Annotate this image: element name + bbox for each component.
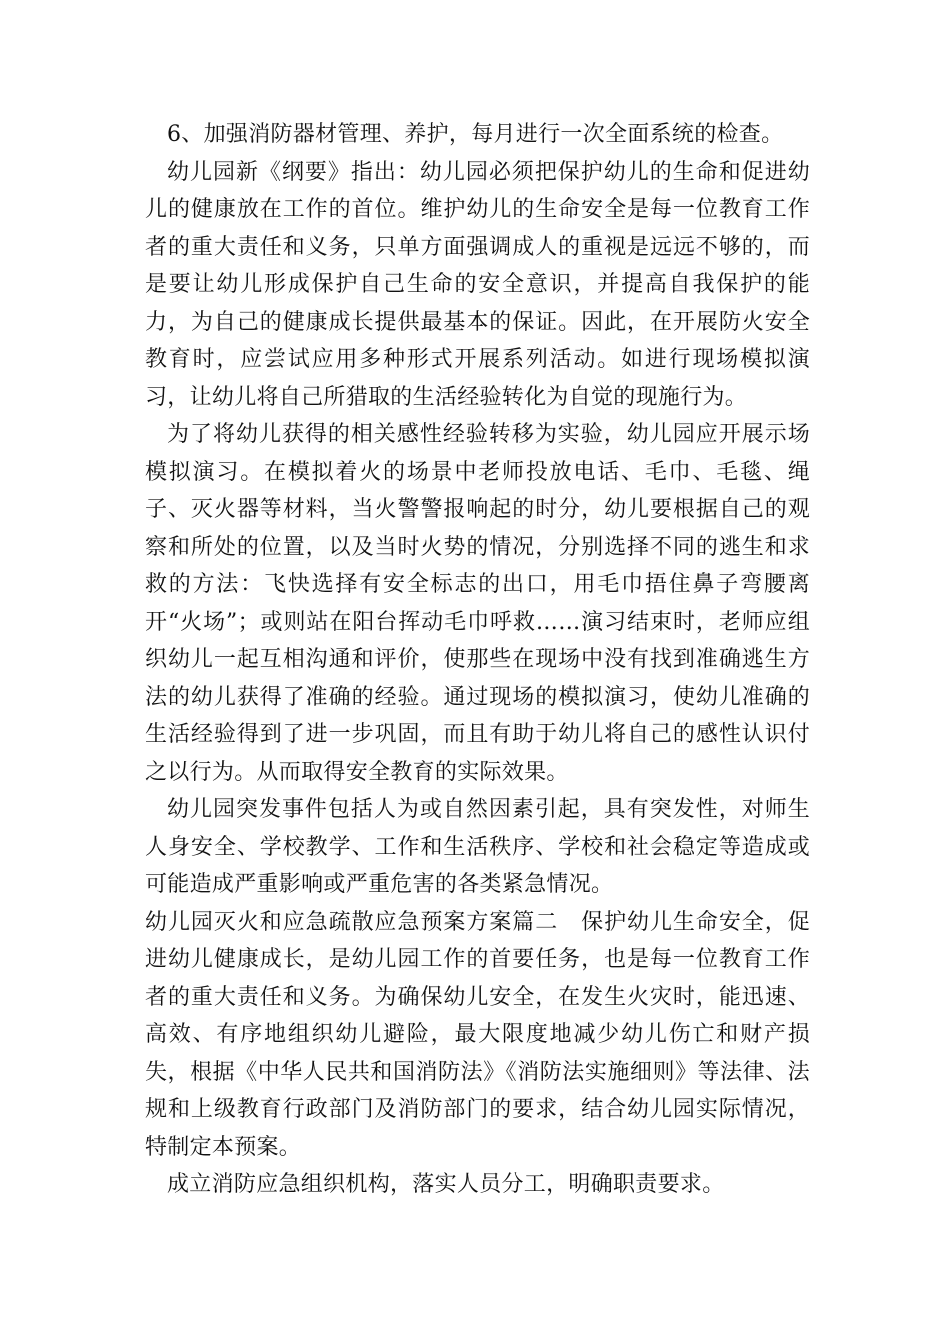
paragraph-fire-drill: 为了将幼儿获得的相关感性经验转移为实验，幼儿园应开展示场模拟演习。在模拟着火的场景中老师投放电话、毛巾、毛毯、绳子、灭火器等材料，当火警警报响起的时分，幼儿要根据自己的观察和所处的位置，以及当时火势的情况，分别选择不同的逃生和求救的方法：飞快选择有安全标志的出口，用毛巾捂住鼻子弯腰离开“火场”；或则站在阳台挥动毛巾呼救……演习结束时，老师应组织幼儿一起互相沟通和评价，使那些在现场中没有找到准确逃生方法的幼儿获得了准确的经验。通过现场的模拟演习，使幼儿准确的生活经验得到了进一步巩固，而且有助于幼儿将自己的感性认识付之以行为。从而取得安全教育的实际效果。 <box>145 422 810 785</box>
paragraph-item-6-equipment: 6、加强消防器材管理、养护，每月进行一次全面系统的检查。 <box>167 122 784 147</box>
paragraph-emergency-definition: 幼儿园突发事件包括人为或自然因素引起，具有突发性，对师生人身安全、学校教学、工作和生活秩序、学校和社会稳定等造成或可能造成严重影响或严重危害的各类紧急情况。 <box>145 797 810 897</box>
paragraph-organization: 成立消防应急组织机构，落实人员分工，明确职责要求。 <box>167 1172 725 1197</box>
paragraph-outline-guidance: 幼儿园新《纲要》指出：幼儿园必须把保护幼儿的生命和促进幼儿的健康放在工作的首位。维护幼儿的生命安全是每一位教育工作者的重大责任和义务，只单方面强调成人的重视是远远不够的，而是要让幼儿形成保护自己生命的安全意识，并提高自我保护的能力，为自己的健康成长提供最基本的保证。因此，在开展防火安全教育时，应尝试应用多种形式开展系列活动。如进行现场模拟演习，让幼儿将自己所猎取的生活经验转化为自觉的现施行为。 <box>145 159 810 410</box>
document-page <box>145 116 810 1204</box>
paragraph-plan-part-two: 幼儿园灭火和应急疏散应急预案方案篇二 保护幼儿生命安全，促进幼儿健康成长，是幼儿园工作的首要任务，也是每一位教育工作者的重大责任和义务。为确保幼儿安全，在发生火灾时，能迅速、高效、有序地组织幼儿避险，最大限度地减少幼儿伤亡和财产损失，根据《中华人民共和国消防法》《消防法实施细则》等法律、法规和上级教育行政部门及消防部门的要求，结合幼儿园实际情况，特制定本预案。 <box>145 909 810 1160</box>
